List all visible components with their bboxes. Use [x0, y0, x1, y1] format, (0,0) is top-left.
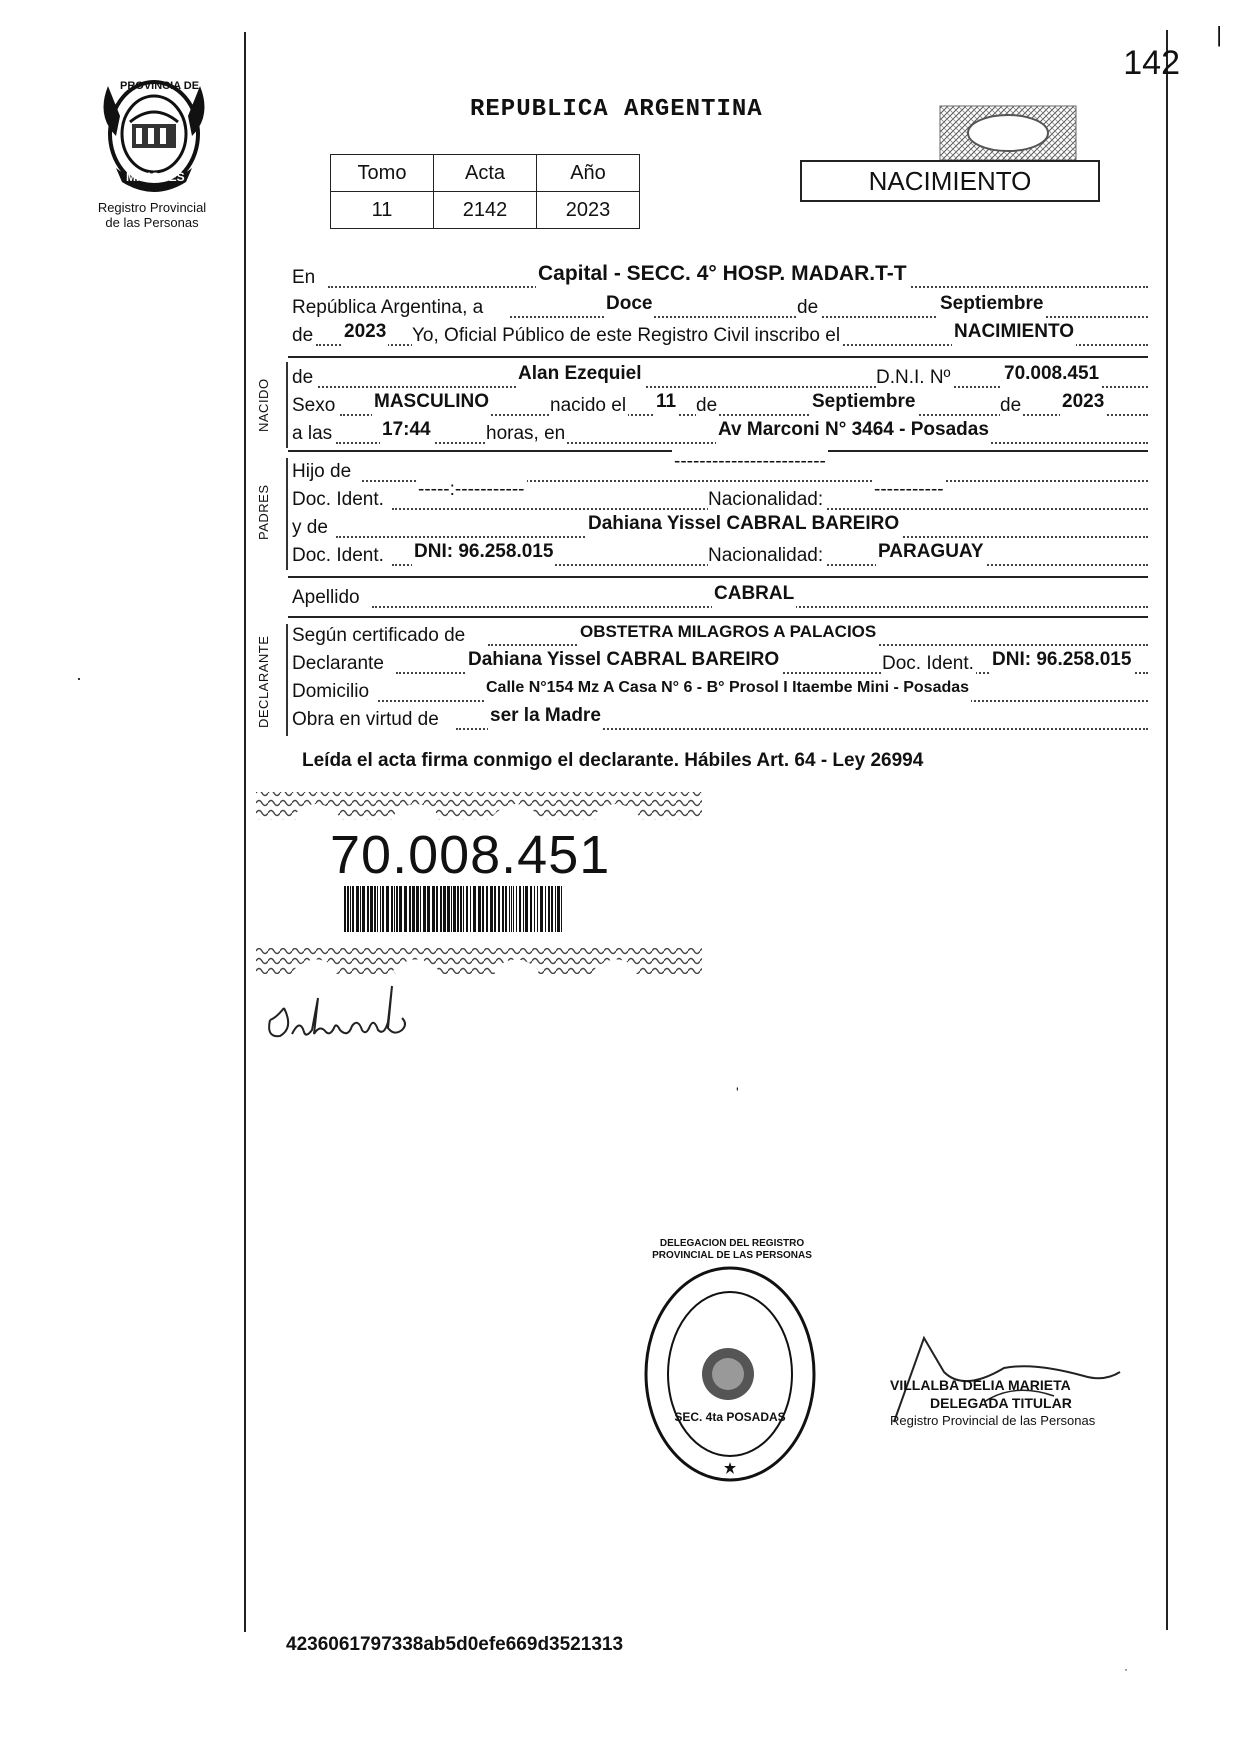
barcode-bar	[374, 886, 376, 932]
official-name: VILLALBA DELIA MARIETA	[890, 1377, 1071, 1393]
barcode-bar	[460, 886, 462, 932]
nacionalidad-label: Nacionalidad:	[708, 486, 825, 514]
barcode-bar	[394, 886, 395, 932]
a-las-label: a las	[292, 420, 334, 448]
barcode-bar	[498, 886, 500, 932]
barcode-bar	[360, 886, 361, 932]
security-seal	[938, 104, 1078, 162]
logo-caption-line2: de las Personas	[105, 215, 199, 230]
hijo-label: Hijo de	[292, 458, 353, 486]
registry-table	[330, 154, 640, 229]
barcode-bar	[516, 886, 517, 932]
barcode-bar	[473, 886, 476, 932]
registry-table-values	[331, 192, 640, 229]
en-label: En	[292, 264, 317, 292]
de-label-5: de	[1000, 392, 1023, 420]
acta-value: 2142	[434, 192, 537, 229]
barcode-bar	[427, 886, 430, 932]
declarant-signature	[262, 978, 422, 1063]
section-divider	[288, 576, 1148, 578]
barcode-bar	[494, 886, 496, 932]
barcode-bar	[436, 886, 438, 932]
de-label-2: de	[292, 322, 315, 350]
barcode-bar	[548, 886, 550, 932]
horas-label: horas, en	[486, 420, 567, 448]
row-en	[292, 264, 1148, 292]
barcode-bar	[509, 886, 510, 932]
stamp-inner-text: SEC. 4ta POSADAS	[674, 1410, 786, 1424]
official-office: Registro Provincial de las Personas	[890, 1413, 1096, 1428]
stray-dot: ·	[76, 668, 82, 688]
barcode-bar	[561, 886, 562, 932]
y-de-label: y de	[292, 514, 330, 542]
barcode-bar	[386, 886, 389, 932]
barcode-bar	[350, 886, 351, 932]
father-nac-value: -----------	[872, 476, 946, 504]
birth-day: 11	[654, 388, 678, 416]
logo-text-top: PROVINCIA DE	[120, 80, 200, 92]
corner-mark: |	[1216, 22, 1222, 47]
anio-value: 2023	[537, 192, 640, 229]
stray-dot-2: ·	[1124, 1662, 1128, 1676]
barcode-bar	[391, 886, 393, 932]
registry-table-header	[331, 155, 640, 192]
declarante-doc-value: DNI: 96.258.015	[990, 646, 1133, 674]
barcode-bar	[534, 886, 535, 932]
declarante-bar	[286, 624, 288, 736]
doc-ident-label-3: Doc. Ident.	[882, 650, 976, 678]
security-band-top	[256, 788, 702, 829]
row-hora	[292, 420, 1148, 448]
barcode-bar	[451, 886, 452, 932]
birth-month: Septiembre	[810, 388, 917, 416]
page-number: 142	[1123, 44, 1180, 82]
place-value: Av Marconi N° 3464 - Posadas	[716, 416, 991, 444]
nacido-el-label: nacido el	[550, 392, 628, 420]
de-label-3: de	[292, 364, 315, 392]
barcode-bar	[447, 886, 450, 932]
year-value: 2023	[342, 318, 388, 346]
row-year	[292, 322, 1148, 350]
barcode-bar	[423, 886, 426, 932]
inscribe-value: NACIMIENTO	[952, 318, 1076, 346]
barcode-bar	[367, 886, 369, 932]
barcode-bar	[545, 886, 546, 932]
row-apellido	[292, 584, 1148, 612]
mother-doc-value: DNI: 96.258.015	[412, 538, 555, 566]
barcode	[340, 884, 570, 939]
barcode-bar	[466, 886, 468, 932]
dni-large-number: 70.008.451	[330, 825, 611, 885]
logo-caption-line1: Registro Provincial	[97, 200, 207, 215]
page-title: REPUBLICA ARGENTINA	[470, 96, 763, 123]
official-role: DELEGADA TITULAR	[930, 1395, 1072, 1411]
barcode-bar	[404, 886, 407, 932]
document-hash: 4236061797338ab5d0efe669d3521313	[286, 1634, 624, 1655]
barcode-bar	[380, 886, 381, 932]
oficial-text: Yo, Oficial Público de este Registro Civil inscribo el	[412, 322, 842, 350]
name-value: Alan Ezequiel	[516, 360, 644, 388]
tomo-value: 11	[331, 192, 434, 229]
mother-name-value: Dahiana Yissel CABRAL BAREIRO	[586, 510, 901, 538]
official-signature-block	[884, 1332, 1144, 1428]
barcode-bar	[525, 886, 528, 932]
nacionalidad-label-2: Nacionalidad:	[708, 542, 825, 570]
acta-header: Acta	[434, 155, 537, 192]
doc-ident-label: Doc. Ident.	[292, 486, 386, 514]
padres-section-label: PADRES	[256, 484, 271, 540]
day-value: Doce	[604, 290, 654, 318]
nacido-bar	[286, 362, 288, 448]
tomo-header: Tomo	[331, 155, 434, 192]
section-divider	[288, 356, 1148, 358]
en-value: Capital - SECC. 4° HOSP. MADAR.T-T	[536, 260, 909, 288]
barcode-bar	[409, 886, 411, 932]
barcode-bar	[530, 886, 532, 932]
hour-value: 17:44	[380, 416, 433, 444]
obra-label: Obra en virtud de	[292, 706, 441, 734]
barcode-bar	[352, 886, 354, 932]
birth-year: 2023	[1060, 388, 1106, 416]
barcode-bar	[370, 886, 373, 932]
sexo-value: MASCULINO	[372, 388, 491, 416]
left-margin-line	[244, 32, 246, 1632]
father-doc-value: -----:-----------	[416, 476, 527, 504]
de-label-4: de	[696, 392, 719, 420]
barcode-bar	[470, 886, 471, 932]
month-value: Septiembre	[938, 290, 1045, 318]
obra-value: ser la Madre	[488, 702, 603, 730]
official-stamp	[640, 1262, 820, 1497]
barcode-bar	[347, 886, 349, 932]
barcode-bar	[486, 886, 488, 932]
row-doc-madre	[292, 542, 1148, 570]
hijo-value: ------------------------	[672, 448, 828, 476]
barcode-bar	[557, 886, 560, 932]
stamp-outer-text: DELEGACION DEL REGISTRO PROVINCIAL DE LAS PERSONAS	[652, 1238, 812, 1261]
declarante-label: Declarante	[292, 650, 386, 678]
mother-nac-value: PARAGUAY	[876, 538, 986, 566]
barcode-bar	[502, 886, 504, 932]
security-band-bottom	[256, 946, 702, 981]
domicilio-label: Domicilio	[292, 678, 371, 706]
anio-header: Año	[537, 155, 640, 192]
barcode-bar	[440, 886, 442, 932]
barcode-bar	[382, 886, 384, 932]
dni-value: 70.008.451	[1002, 360, 1101, 388]
barcode-bar	[457, 886, 459, 932]
barcode-bar	[344, 886, 346, 932]
logo-caption	[64, 200, 240, 230]
barcode-bar	[511, 886, 512, 932]
barcode-bar	[396, 886, 398, 932]
apellido-value: CABRAL	[712, 580, 796, 608]
declarante-section-label: DECLARANTE	[256, 635, 271, 728]
barcode-bar	[377, 886, 378, 932]
doc-ident-label-2: Doc. Ident.	[292, 542, 386, 570]
logo-text-bottom: MISIONES	[126, 170, 185, 184]
barcode-bar	[416, 886, 419, 932]
barcode-bar	[463, 886, 464, 932]
stray-tick: '	[736, 1084, 739, 1100]
barcode-bar	[537, 886, 538, 932]
document-type-box: NACIMIENTO	[800, 160, 1100, 202]
dni-label: D.N.I. Nº	[876, 364, 953, 392]
barcode-bar	[551, 886, 553, 932]
republica-label: República Argentina, a	[292, 294, 485, 322]
certificado-label: Según certificado de	[292, 622, 467, 650]
padres-bar	[286, 458, 288, 570]
barcode-bar	[482, 886, 484, 932]
declarante-value: Dahiana Yissel CABRAL BAREIRO	[466, 646, 781, 674]
barcode-bar	[513, 886, 514, 932]
row-obra	[292, 706, 1148, 734]
de-label: de	[797, 294, 820, 322]
barcode-bar	[453, 886, 456, 932]
barcode-bar	[399, 886, 402, 932]
barcode-bar	[519, 886, 521, 932]
certificado-value: OBSTETRA MILAGROS A PALACIOS	[578, 618, 878, 646]
barcode-bar	[420, 886, 421, 932]
barcode-bar	[432, 886, 435, 932]
domicilio-value: Calle N°154 Mz A Casa N° 6 - B° Prosol I Itaembe Mini - Posadas	[484, 674, 971, 702]
apellido-label: Apellido	[292, 584, 362, 612]
row-domicilio	[292, 678, 1148, 706]
barcode-bar	[362, 886, 365, 932]
barcode-bar	[412, 886, 415, 932]
barcode-bar	[443, 886, 446, 932]
barcode-bar	[478, 886, 481, 932]
barcode-bar	[505, 886, 507, 932]
legal-statement: Leída el acta firma conmigo el declarante. Hábiles Art. 64 - Ley 26994	[302, 750, 924, 771]
nacido-section-label: NACIDO	[256, 378, 271, 432]
right-margin-line	[1166, 30, 1168, 1630]
barcode-bar	[490, 886, 493, 932]
barcode-bar	[540, 886, 543, 932]
barcode-bar	[555, 886, 556, 932]
barcode-bar	[523, 886, 524, 932]
sexo-label: Sexo	[292, 392, 337, 420]
barcode-bar	[356, 886, 359, 932]
